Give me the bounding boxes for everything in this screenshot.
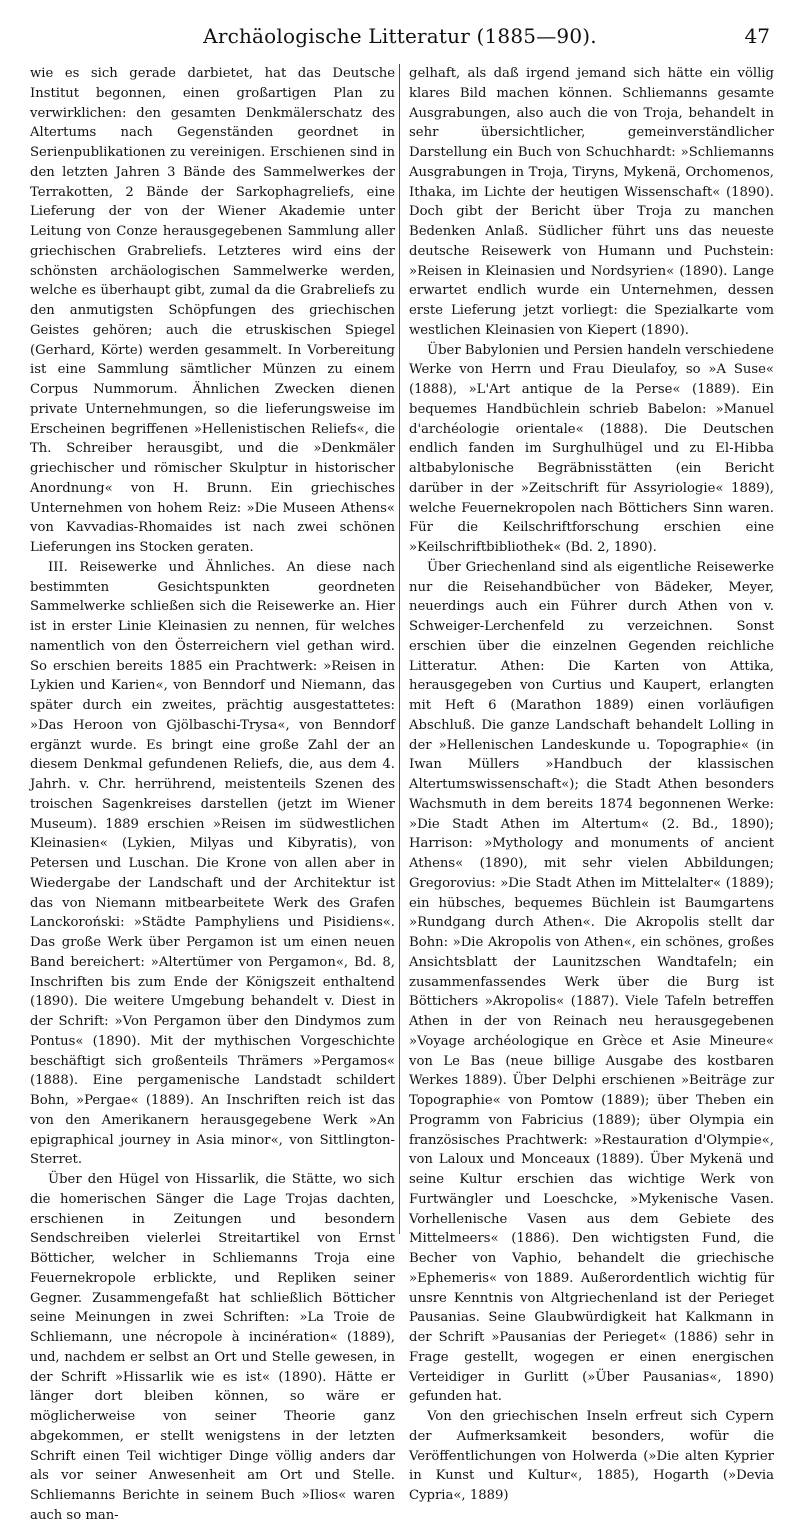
- column-divider: [399, 64, 400, 1234]
- page-header: [30, 24, 770, 54]
- paragraph: III. Reisewerke und Ähnliches. An diese nach bestimmten Gesichtspunkten geordneten Sammelwerke schließen sich die Reisewerke an. Hier ist in erster Linie Kleinasien zu nennen, für welches namentlich von den Österreichern viel gethan wird. So erschien bereits 1885 ein Prachtwerk: »Reisen in Lykien und Karien«, von Benndorf und Niemann, das später durch ein zweites, prächtig ausgestattetes: »Das Heroon von Gjölbaschi-Trysa«, von Benndorf ergänzt wurde. Es bringt eine große Zahl der an diesem Denkmal gefundenen Reliefs, die, aus dem 4. Jahrh. v. Chr. herrührend, meistenteils Szenen des troischen Sagenkreises darstellen (jetzt im Wiener Museum). 1889 erschien »Reisen im südwestlichen Kleinasien« (Lykien, Milyas und Kibyratis), von Petersen und Luschan. Die Krone von allen aber in Wiedergabe der Landschaft und der Architektur ist das von Niemann mitbearbeitete Werk des Grafen Lanckoroński: »Städte Pamphyliens und Pisidiens«. Das große Werk über Pergamon ist um einen neuen Band bereichert: »Altertümer von Pergamon«, Bd. 8, Inschriften bis zum Ende der Königszeit enthaltend (1890). Die weitere Umgebung behandelt v. Diest in der Schrift: »Von Pergamon über den Dindymos zum Pontus« (1890). Mit der mythischen Vorgeschichte beschäftigt sich großenteils Thrämers »Pergamos« (1888). Eine pergamenische Landstadt schildert Bohn, »Pergae« (1889). An Inschriften reich ist das von den Amerikanern herausgegebene Werk »An epigraphical journey in Asia minor«, von Sittlington-Sterret.: [30, 559, 395, 1168]
- paragraph: Über den Hügel von Hissarlik, die Stätte, wo sich die homerischen Sänger die Lage Trojas dachten, erschienen in Zeitungen und besondern Sendschreiben vielerlei Streitartikel von Ernst Bötticher, welcher in Schliemanns Troja eine Feuernekropole erblickte, und Repliken seiner Gegner. Zusammengefaßt hat schließlich Bötticher seine Meinungen in zwei Schriften: »La Troie de Schliemann, une nécropole à incinération« (1889), und, nachdem er selbst an Ort und Stelle gewesen, in der Schrift »Hissarlik wie es ist« (1890). Hätte er länger dort bleiben können, so wäre er möglicherweise von seiner Theorie ganz abgekommen, er stellt wenigstens in der letzten Schrift einen Teil wichtiger Dinge völlig anders dar als vor seiner Anwesenheit am Ort und Stelle. Schliemanns Berichte in seinem Buch »Ilios« waren auch so man-: [30, 1172, 395, 1523]
- paragraph: gelhaft, als daß irgend jemand sich hätte ein völlig klares Bild machen können. Schliemanns gesamte Ausgrabungen, also auch die von Troja, behandelt in sehr übersichtlicher, gemeinverständlicher Darstellung ein Buch von Schuchhardt: »Schliemanns Ausgrabungen in Troja, Tiryns, Mykenä, Orchomenos, Ithaka, im Lichte der heutigen Wissenschaft« (1890). Doch gibt der Bericht über Troja zu manchen Bedenken Anlaß. Südlicher führt uns das neueste deutsche Reisewerk von Humann und Puchstein: »Reisen in Kleinasien und Nordsyrien« (1890). Lange erwartet endlich wurde ein Unternehmen, dessen erste Lieferung jetzt vorliegt: die Spezialkarte vom westlichen Kleinasien von Kiepert (1890).: [409, 66, 774, 338]
- paragraph: Über Babylonien und Persien handeln verschiedene Werke von Herrn und Frau Dieulafoy, so »A Suse« (1888), »L'Art antique de la Perse« (1889). Ein bequemes Handbüchlein schrieb Babelon: »Manuel d'archéologie orientale« (1888). Die Deutschen endlich fanden im Surghulhügel und zu El-Hibba altbabylonische Begräbnisstätten (ein Bericht darüber in der »Zeitschrift für Assyriologie« 1889), welche Feuernekropolen nach Böttichers Sinn waren. Für die Keilschriftforschung erschien eine »Keilschriftbibliothek« (Bd. 2, 1890).: [409, 342, 774, 555]
- right-column: [409, 64, 774, 1506]
- paragraph: Über Griechenland sind als eigentliche Reisewerke nur die Reisehandbücher von Bädeker, Meyer, neuerdings auch ein Führer durch Athen von v. Schweiger-Lerchenfeld zu verzeichnen. Sonst erschien über die einzelnen Gegenden reichliche Litteratur. Athen: Die Karten von Attika, herausgegeben von Curtius und Kaupert, erlangten mit Heft 6 (Marathon 1889) einen vorläufigen Abschluß. Die ganze Landschaft behandelt Lolling in der »Hellenischen Landeskunde u. Topographie« (in Iwan Müllers »Handbuch der klassischen Altertumswissenschaft«); die Stadt Athen besonders Wachsmuth in dem bereits 1874 begonnenen Werke: »Die Stadt Athen im Altertum« (2. Bd., 1890); Harrison: »Mythology and monuments of ancient Athens« (1890), mit sehr vielen Abbildungen; Gregorovius: »Die Stadt Athen im Mittelalter« (1889); ein hübsches, bequemes Büchlein ist Baumgartens »Rundgang durch Athen«. Die Akropolis stellt dar Bohn: »Die Akropolis von Athen«, ein schönes, großes Ansichtsblatt der Launitzschen Wandtafeln; ein zusammenfassendes Werk über die Burg ist Böttichers »Akropolis« (1887). Viele Tafeln betreffen Athen in der von Reinach neu herausgegebenen »Voyage archéologique en Grèce et Asie Mineure« von Le Bas (neue billige Ausgabe des kostbaren Werkes 1889). Über Delphi erschienen »Beiträge zur Topographie« von Pomtow (1889); über Theben ein Programm von Fabricius (1889); über Olympia ein französisches Prachtwerk: »Restauration d'Olympie«, von Laloux und Monceaux (1889). Über Mykenä und seine Kultur erschien das wichtige Werk von Furtwängler und Loeschcke, »Mykenische Vasen. Vorhellenische Vasen aus dem Gebiete des Mittelmeers« (1886). Den wichtigsten Fund, die Becher von Vaphio, behandelt die griechische »Ephemeris« von 1889. Außerordentlich wichtig für unsre Kenntnis von Altgriechenland ist der Perieget Pausanias. Seine Glaubwürdigkeit hat Kalkmann in der Schrift »Pausanias der Perieget« (1886) sehr in Frage gestellt, wogegen er einen energischen Verteidiger in Gurlitt (»Über Pausanias«, 1890) gefunden hat.: [409, 559, 774, 1405]
- paragraph: Von den griechischen Inseln erfreut sich Cypern der Aufmerksamkeit besonders, wofür die Veröffentlichungen von Holwerda (»Die alten Kyprier in Kunst und Kultur«, 1885), Hogarth (»Devia Cypria«, 1889): [409, 1409, 774, 1503]
- running-title: Archäologische Litteratur (1885—90).: [203, 24, 597, 48]
- page-number: 47: [744, 24, 770, 48]
- left-column: [30, 64, 395, 1526]
- paragraph: wie es sich gerade darbietet, hat das Deutsche Institut begonnen, einen großartigen Plan zu verwirklichen: den gesamten Denkmälerschatz des Altertums nach Gegenständen geordnet in Serienpublikationen zu vereinigen. Erschienen sind in den letzten Jahren 3 Bände des Sammelwerkes der Terrakotten, 2 Bände der Sarkophagreliefs, eine Lieferung der von der Wiener Akademie unter Leitung von Conze herausgegebenen Sammlung aller griechischen Grabreliefs. Letzteres wird eins der schönsten archäologischen Sammelwerke werden, welche es überhaupt gibt, zumal da die Grabreliefs zu den anmutigsten Schöpfungen des griechischen Geistes gehören; auch die etruskischen Spiegel (Gerhard, Körte) werden gesammelt. In Vorbereitung ist eine Sammlung sämtlicher Münzen zu einem Corpus Nummorum. Ähnlichen Zwecken dienen private Unternehmungen, so die lieferungsweise im Erscheinen begriffenen »Hellenistischen Reliefs«, die Th. Schreiber herausgibt, und die »Denkmäler griechischer und römischer Skulptur in historischer Anordnung« von H. Brunn. Ein griechisches Unternehmen von hohem Reiz: »Die Museen Athens« von Kavvadias-Rhomaides ist nach zwei schönen Lieferungen ins Stocken geraten.: [30, 66, 395, 555]
